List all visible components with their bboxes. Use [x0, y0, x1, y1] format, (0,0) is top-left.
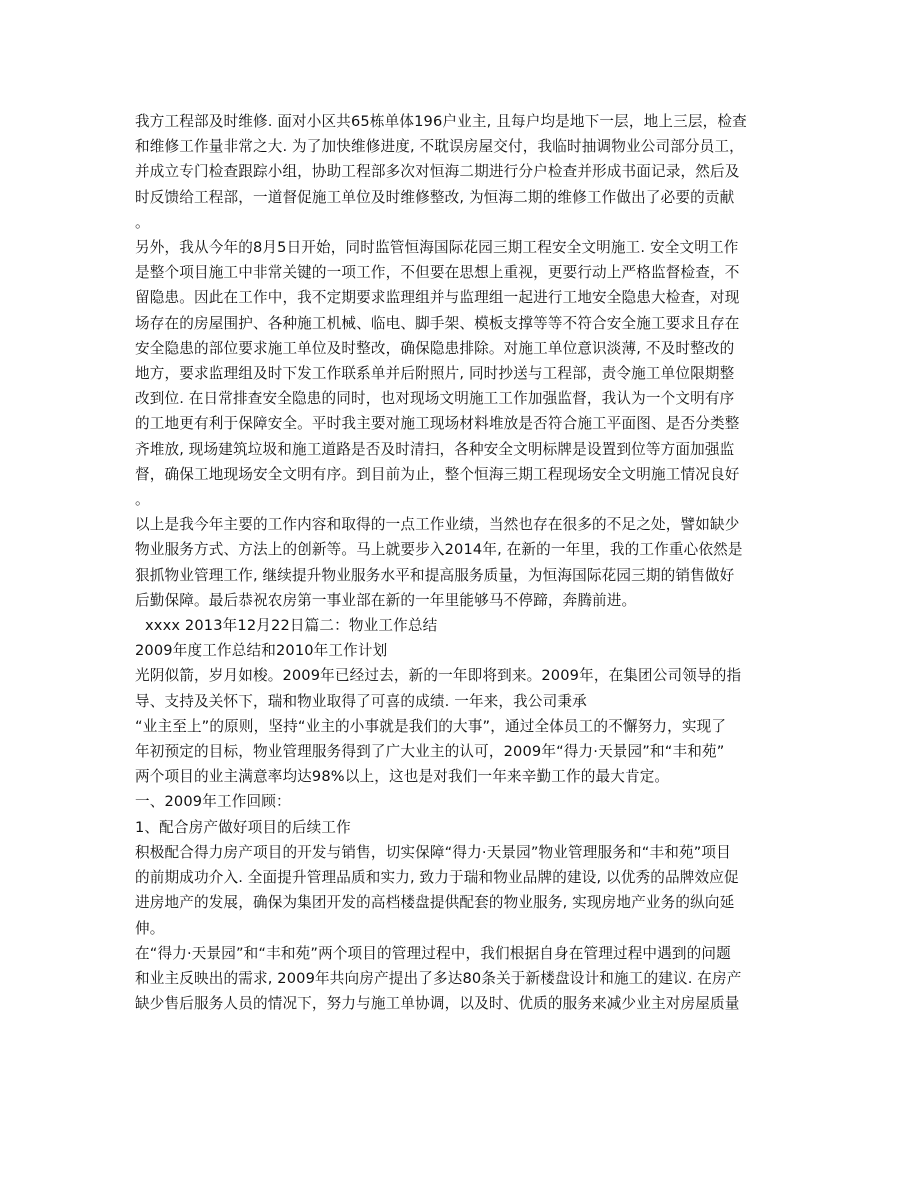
text-line: 另外，我从今年的8月5日开始，同时监管恒海国际花园三期工程安全文明施工. 安全文明工作: [135, 239, 739, 257]
paragraph: [135, 235, 795, 512]
text-line: 一、2009年工作回顾：: [135, 793, 291, 811]
paragraph: [135, 789, 795, 814]
text-line: 后勤保障。最后恭祝农房第一事业部在新的一年里能够马不停蹄，奔腾前进。: [135, 591, 637, 609]
text-line: 和业主反映出的需求, 2009年共向房产提出了多达80条关于新楼盘设计和施工的建议. 在房产: [135, 969, 742, 987]
text-line: 安全隐患的部位要求施工单位及时整改，确保隐患排除。对施工单位意识淡薄, 不及时整改的: [135, 339, 735, 357]
text-line: 我方工程部及时维修. 面对小区共65栋单体196户业主, 且每户均是地下一层，地上三层，检查: [135, 113, 747, 130]
paragraph: [135, 941, 795, 1017]
paragraph: [135, 109, 795, 235]
paragraph: [135, 613, 795, 638]
text-line: 物业服务方式、方法上的创新等。马上就要步入2014年, 在新的一年里，我的工作重心依然是: [135, 541, 743, 559]
text-line: 在“得力·天景园”和“丰和苑”两个项目的管理过程中，我们根据自身在管理过程中遇到的问题: [135, 944, 731, 962]
paragraph: [135, 815, 795, 840]
text-line: 是整个项目施工中非常关键的一项工作，不但要在思想上重视，更要行动上严格监督检查，不: [135, 264, 740, 282]
text-line: 狠抓物业管理工作, 继续提升物业服务水平和提高服务质量，为恒海国际花园三期的销售做好: [135, 566, 735, 584]
text-line: 进房地产的发展，确保为集团开发的高档楼盘提供配套的物业服务, 实现房地产业务的纵向延: [135, 894, 735, 912]
text-line: 督，确保工地现场安全文明有序。到目前为止，整个恒海三期工程现场安全文明施工情况良好: [135, 465, 740, 483]
text-line: 并成立专门检查跟踪小组，协助工程部多次对恒海二期进行分户检查并形成书面记录，然后及: [135, 163, 740, 181]
text-line: xxxx 2013年12月22日篇二：物业工作总结: [145, 617, 438, 635]
text-line: 地方，要求监理组及时下发工作联系单并后附照片, 同时抄送与工程部，责令施工单位限期整: [135, 365, 735, 383]
text-line: 场存在的房屋围护、各种施工机械、临电、脚手架、模板支撑等等不符合安全施工要求且存在: [135, 314, 740, 332]
text-line: 的工地更有利于保障安全。平时我主要对施工现场材料堆放是否符合施工平面图、是否分类整: [135, 415, 740, 433]
text-line: 2009年度工作总结和2010年工作计划: [135, 642, 388, 660]
paragraph: [135, 512, 795, 613]
text-line: 1、配合房产做好项目的后续工作: [135, 818, 351, 836]
text-line: 留隐患。因此在工作中，我不定期要求监理组并与监理组一起进行工地安全隐患大检查，对现: [135, 289, 740, 307]
text-line: 光阴似箭，岁月如梭。2009年已经过去，新的一年即将到来。2009年，在集团公司领导的指: [135, 667, 742, 685]
paragraph: [135, 638, 795, 663]
text-line: 以上是我今年主要的工作内容和取得的一点工作业绩，当然也存在很多的不足之处，譬如缺少: [135, 516, 740, 534]
text-line: 和维修工作量非常之大. 为了加快维修进度, 不耽误房屋交付，我临时抽调物业公司部分员工，: [135, 138, 744, 156]
paragraph: [135, 663, 795, 789]
text-line: 时反馈给工程部，一道督促施工单位及时维修整改, 为恒海二期的维修工作做出了必要的贡献: [135, 188, 735, 206]
document-body: [135, 109, 795, 1016]
text-line: “业主至上”的原则，坚持“业主的小事就是我们的大事”，通过全体员工的不懈努力，实现了: [135, 717, 727, 735]
text-line: 改到位. 在日常排查安全隐患的同时，也对现场文明施工工作加强监督，我认为一个文明有序: [135, 390, 735, 408]
text-line: 齐堆放, 现场建筑垃圾和施工道路是否及时清扫，各种安全文明标牌是设置到位等方面加强监: [135, 440, 735, 458]
text-line: 导、支持及关怀下，瑞和物业取得了可喜的成绩. 一年来，我公司秉承: [135, 692, 587, 710]
text-line: 。: [135, 213, 150, 231]
text-line: 年初预定的目标，物业管理服务得到了广大业主的认可，2009年“得力·天景园”和“丰和苑”: [135, 743, 725, 761]
text-line: 伸。: [135, 919, 165, 937]
text-line: 。: [135, 491, 150, 509]
text-line: 的前期成功介入. 全面提升管理品质和实力, 致力于瑞和物业品牌的建设, 以优秀的品牌效应促: [135, 869, 739, 887]
text-line: 积极配合得力房产项目的开发与销售，切实保障“得力·天景园”物业管理服务和“丰和苑”项目: [135, 843, 731, 861]
paragraph: [135, 840, 795, 941]
text-line: 缺少售后服务人员的情况下，努力与施工单协调，以及时、优质的服务来减少业主对房屋质量: [135, 995, 740, 1013]
text-line: 两个项目的业主满意率均达98%以上，这也是对我们一年来辛勤工作的最大肯定。: [135, 768, 670, 786]
